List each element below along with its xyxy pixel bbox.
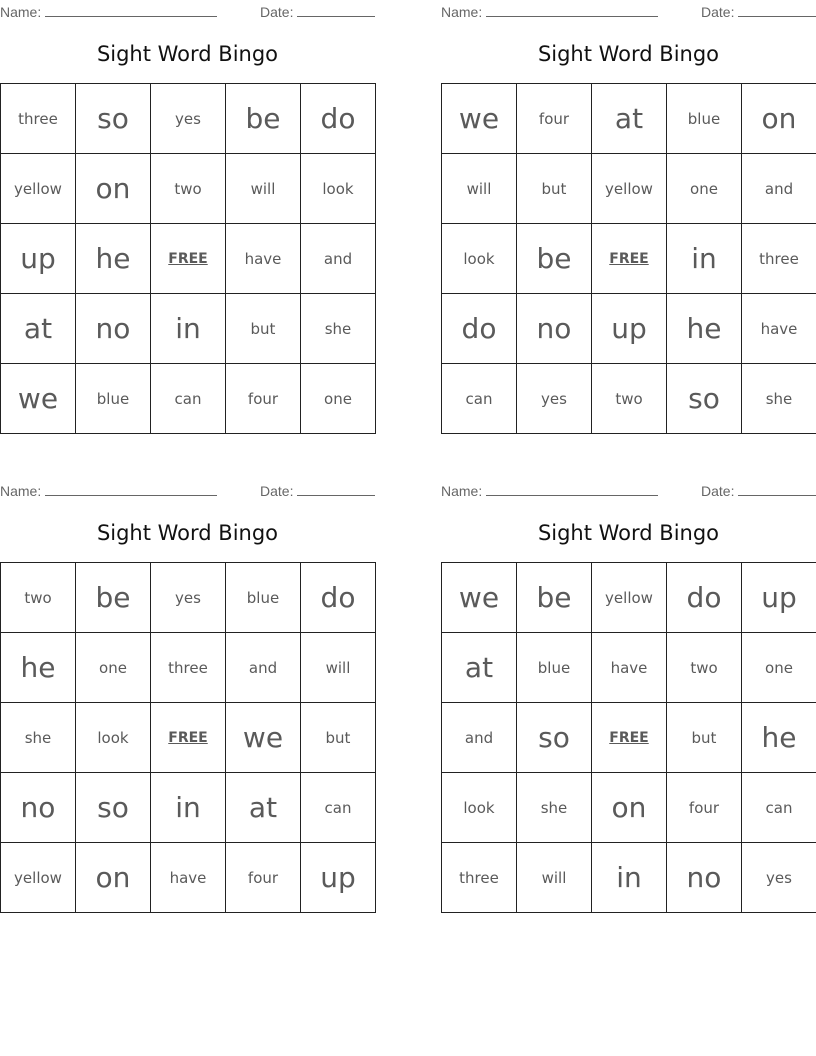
- bingo-cell: three: [1, 84, 76, 154]
- bingo-cell: yes: [742, 843, 816, 913]
- bingo-cell: look: [76, 703, 151, 773]
- bingo-cell: will: [442, 154, 517, 224]
- bingo-cell: will: [226, 154, 301, 224]
- bingo-cell: in: [667, 224, 742, 294]
- bingo-row: [1, 294, 376, 364]
- bingo-cell: so: [667, 364, 742, 434]
- card-title: Sight Word Bingo: [537, 521, 720, 545]
- name-blank: [45, 482, 217, 496]
- bingo-cell: have: [742, 294, 816, 364]
- bingo-row: [442, 154, 816, 224]
- bingo-cell: and: [301, 224, 376, 294]
- bingo-row: [1, 364, 376, 434]
- bingo-cell: can: [151, 364, 226, 434]
- bingo-cell: yes: [151, 84, 226, 154]
- date-label: Date:: [260, 4, 294, 20]
- bingo-cell: at: [226, 773, 301, 843]
- bingo-cell: will: [301, 633, 376, 703]
- name-line: [0, 482, 217, 498]
- date-label: Date:: [701, 483, 735, 499]
- bingo-cell: can: [742, 773, 816, 843]
- bingo-cell: yes: [517, 364, 592, 434]
- bingo-cell: but: [301, 703, 376, 773]
- bingo-row: [1, 84, 376, 154]
- bingo-row: [442, 633, 816, 703]
- bingo-cell: he: [76, 224, 151, 294]
- bingo-cell: we: [226, 703, 301, 773]
- date-line: [260, 482, 375, 498]
- bingo-row: [1, 224, 376, 294]
- bingo-cell: be: [226, 84, 301, 154]
- name-blank: [486, 482, 658, 496]
- name-label: Name:: [0, 483, 42, 499]
- bingo-cell: in: [592, 843, 667, 913]
- bingo-cell: be: [517, 224, 592, 294]
- bingo-cell: in: [151, 773, 226, 843]
- bingo-cell: at: [442, 633, 517, 703]
- bingo-cell: two: [151, 154, 226, 224]
- bingo-row: [442, 224, 816, 294]
- bingo-cell: one: [667, 154, 742, 224]
- bingo-grid: [0, 562, 376, 913]
- bingo-cell: have: [226, 224, 301, 294]
- name-line: [441, 482, 658, 498]
- bingo-row: [442, 773, 816, 843]
- bingo-row: [442, 843, 816, 913]
- bingo-cell: and: [226, 633, 301, 703]
- date-blank: [738, 482, 816, 496]
- date-blank: [738, 3, 816, 17]
- bingo-cell: in: [151, 294, 226, 364]
- bingo-cell: up: [301, 843, 376, 913]
- bingo-row: [442, 364, 816, 434]
- bingo-row: [442, 294, 816, 364]
- bingo-cell: do: [301, 84, 376, 154]
- bingo-card-3: [0, 479, 375, 911]
- bingo-cell: three: [151, 633, 226, 703]
- bingo-cell: blue: [517, 633, 592, 703]
- bingo-card-4: [441, 479, 816, 911]
- bingo-grid: [0, 83, 376, 434]
- bingo-cell: he: [667, 294, 742, 364]
- bingo-cell: she: [742, 364, 816, 434]
- free-cell: FREE: [151, 703, 226, 773]
- bingo-cell: no: [667, 843, 742, 913]
- bingo-cell: yes: [151, 563, 226, 633]
- bingo-cell: no: [1, 773, 76, 843]
- bingo-cell: no: [517, 294, 592, 364]
- date-line: [701, 3, 816, 19]
- date-label: Date:: [260, 483, 294, 499]
- card-title: Sight Word Bingo: [96, 42, 279, 66]
- bingo-cell: will: [517, 843, 592, 913]
- bingo-cell: do: [301, 563, 376, 633]
- bingo-cell: yellow: [1, 843, 76, 913]
- bingo-cell: but: [667, 703, 742, 773]
- bingo-cell: four: [517, 84, 592, 154]
- date-line: [260, 3, 375, 19]
- bingo-cell: she: [301, 294, 376, 364]
- bingo-row: [442, 703, 816, 773]
- bingo-row: [1, 703, 376, 773]
- bingo-cell: up: [1, 224, 76, 294]
- bingo-cell: four: [667, 773, 742, 843]
- bingo-cell: look: [442, 224, 517, 294]
- bingo-cell: no: [76, 294, 151, 364]
- bingo-cell: can: [301, 773, 376, 843]
- bingo-cell: look: [442, 773, 517, 843]
- bingo-cell: she: [1, 703, 76, 773]
- bingo-cell: at: [1, 294, 76, 364]
- bingo-cell: on: [76, 154, 151, 224]
- bingo-cell: two: [1, 563, 76, 633]
- bingo-cell: have: [151, 843, 226, 913]
- bingo-cell: can: [442, 364, 517, 434]
- bingo-cell: yellow: [592, 154, 667, 224]
- bingo-cell: four: [226, 843, 301, 913]
- bingo-cell: one: [76, 633, 151, 703]
- bingo-row: [1, 773, 376, 843]
- bingo-cell: blue: [226, 563, 301, 633]
- name-label: Name:: [0, 4, 42, 20]
- bingo-cell: one: [742, 633, 816, 703]
- bingo-row: [442, 84, 816, 154]
- bingo-cell: yellow: [1, 154, 76, 224]
- bingo-card-1: [0, 0, 375, 432]
- bingo-row: [1, 563, 376, 633]
- card-title: Sight Word Bingo: [537, 42, 720, 66]
- name-label: Name:: [441, 483, 483, 499]
- free-cell: FREE: [151, 224, 226, 294]
- bingo-grid: [441, 83, 816, 434]
- bingo-cell: four: [226, 364, 301, 434]
- bingo-card-2: [441, 0, 816, 432]
- bingo-cell: so: [517, 703, 592, 773]
- bingo-cell: he: [1, 633, 76, 703]
- bingo-cell: blue: [667, 84, 742, 154]
- bingo-cell: up: [742, 563, 816, 633]
- bingo-cell: three: [742, 224, 816, 294]
- bingo-cell: two: [592, 364, 667, 434]
- date-line: [701, 482, 816, 498]
- name-label: Name:: [441, 4, 483, 20]
- bingo-cell: at: [592, 84, 667, 154]
- bingo-cell: do: [667, 563, 742, 633]
- bingo-cell: but: [517, 154, 592, 224]
- bingo-cell: but: [226, 294, 301, 364]
- free-cell: FREE: [592, 224, 667, 294]
- bingo-grid: [441, 562, 816, 913]
- bingo-row: [442, 563, 816, 633]
- bingo-cell: look: [301, 154, 376, 224]
- bingo-row: [1, 154, 376, 224]
- bingo-row: [1, 633, 376, 703]
- date-label: Date:: [701, 4, 735, 20]
- bingo-cell: three: [442, 843, 517, 913]
- bingo-cell: she: [517, 773, 592, 843]
- bingo-cell: we: [442, 563, 517, 633]
- bingo-row: [1, 843, 376, 913]
- name-line: [0, 3, 217, 19]
- bingo-cell: on: [742, 84, 816, 154]
- bingo-cell: we: [442, 84, 517, 154]
- bingo-cell: two: [667, 633, 742, 703]
- free-cell: FREE: [592, 703, 667, 773]
- bingo-cell: so: [76, 773, 151, 843]
- bingo-cell: and: [442, 703, 517, 773]
- name-blank: [45, 3, 217, 17]
- card-title: Sight Word Bingo: [96, 521, 279, 545]
- bingo-cell: we: [1, 364, 76, 434]
- date-blank: [297, 482, 375, 496]
- bingo-cell: he: [742, 703, 816, 773]
- bingo-cell: on: [592, 773, 667, 843]
- bingo-cell: so: [76, 84, 151, 154]
- bingo-cell: up: [592, 294, 667, 364]
- name-blank: [486, 3, 658, 17]
- bingo-cell: blue: [76, 364, 151, 434]
- date-blank: [297, 3, 375, 17]
- bingo-cell: be: [517, 563, 592, 633]
- bingo-cell: do: [442, 294, 517, 364]
- bingo-cell: on: [76, 843, 151, 913]
- bingo-cell: yellow: [592, 563, 667, 633]
- name-line: [441, 3, 658, 19]
- bingo-cell: have: [592, 633, 667, 703]
- bingo-cell: be: [76, 563, 151, 633]
- bingo-cell: and: [742, 154, 816, 224]
- bingo-cell: one: [301, 364, 376, 434]
